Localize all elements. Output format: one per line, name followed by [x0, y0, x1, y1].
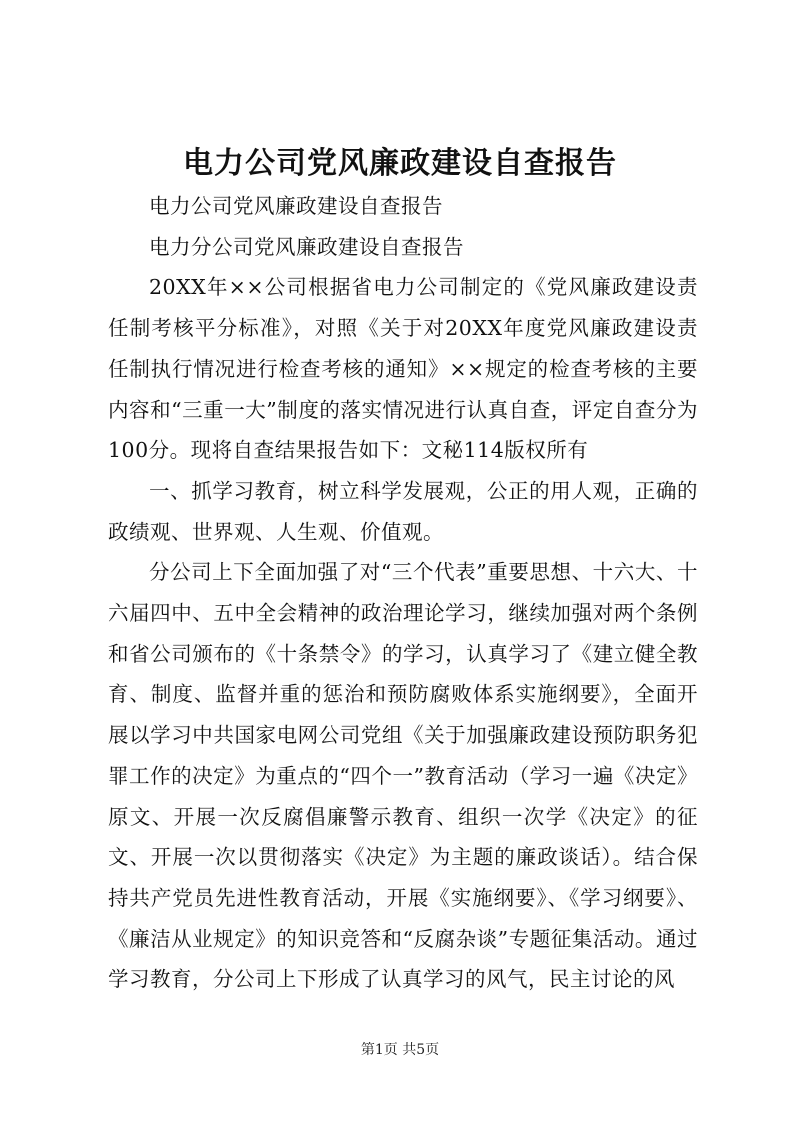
paragraph-section-one-heading: 一、抓学习教育，树立科学发展观，公正的用人观，正确的政绩观、世界观、人生观、价值观。: [108, 478, 698, 544]
page-number-footer: 第1页 共5页: [360, 1042, 440, 1058]
paragraph-branch-title: 电力分公司党风廉政建设自查报告: [149, 234, 464, 259]
document-title: 电力公司党风廉政建设自查报告: [183, 146, 617, 181]
paragraph-section-one-body: 分公司上下全面加强了对“三个代表”重要思想、十六大、十六届四中、五中全会精神的政治理论学习，继续加强对两个条例和省公司颁布的《十条禁令》的学习，认真学习了《建立健全教育、制度、监督并重的惩治和预防腐败体系实施纲要》，全面开展以学习中共国家电网公司党组《关于加强廉政建设预防职务犯罪工作的决定》为重点的“四个一”教育活动（学习一遍《决定》原文、开展一次反腐倡廉警示教育、组织一次学《决定》的征文、开展一次以贯彻落实《决定》为主题的廉政谈话）。结合保持共产党员先进性教育活动，开展《实施纲要》、《学习纲要》、《廉洁从业规定》的知识竞答和“反腐杂谈”专题征集活动。通过学习教育，分公司上下形成了认真学习的风气，民主讨论的风: [108, 560, 698, 992]
document-body: [108, 186, 698, 1000]
paragraph-intro: 20XX年××公司根据省电力公司制定的《党风廉政建设责任制考核平分标准》，对照《关于对20XX年度党风廉政建设责任制执行情况进行检查考核的通知》××规定的检查考核的主要内容和“三重一大”制度的落实情况进行认真自查，评定自查分为100分。现将自查结果报告如下：文秘114版权所有: [108, 275, 698, 463]
paragraph-subtitle: 电力公司党风廉政建设自查报告: [149, 194, 443, 218]
